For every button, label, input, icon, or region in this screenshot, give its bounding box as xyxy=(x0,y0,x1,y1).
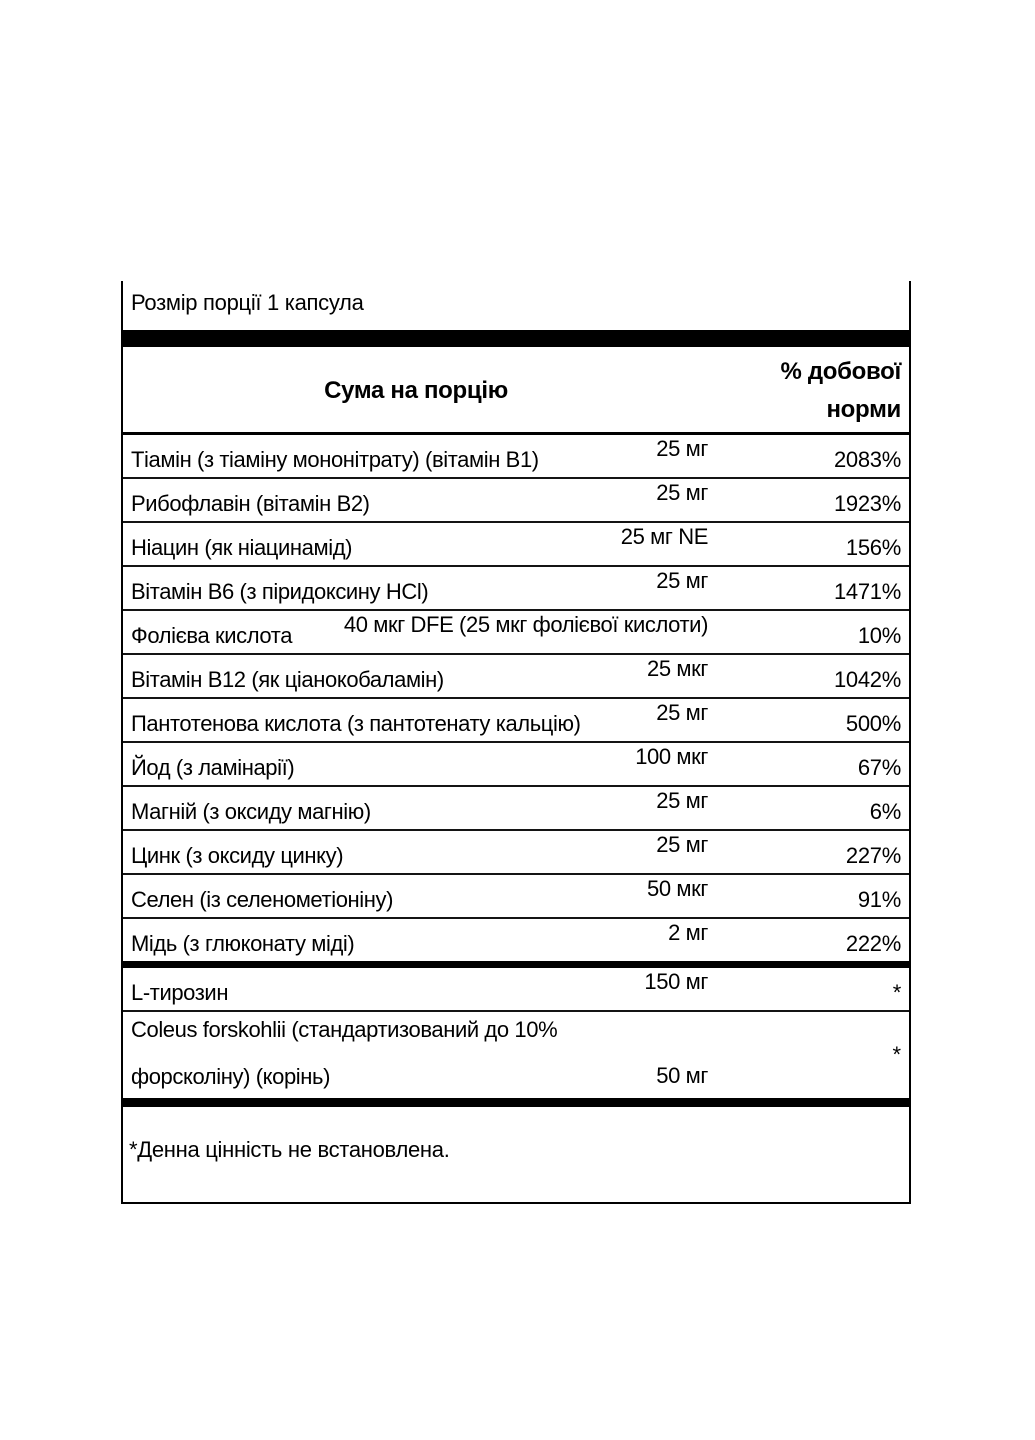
nutrient-name-line2: форсколіну) (корінь) xyxy=(131,1064,331,1089)
table-row xyxy=(123,787,909,831)
table-row xyxy=(123,479,909,523)
supplement-facts-table xyxy=(121,281,911,1204)
nutrient-name: L-тирозин xyxy=(131,980,229,1005)
nutrient-amount: 2 мг xyxy=(668,920,708,945)
nutrient-amount: 25 мг xyxy=(656,700,708,725)
nutrient-dv: 1923% xyxy=(833,491,901,516)
table-row xyxy=(123,435,909,479)
nutrient-amount: 25 мкг xyxy=(647,656,708,681)
nutrient-name-line1: Coleus forskohlii (стандартизований до 10% xyxy=(131,1017,558,1042)
nutrient-amount: 50 мкг xyxy=(647,876,708,901)
dv-header-line2: норми xyxy=(826,396,901,423)
nutrient-dv: 67% xyxy=(857,755,901,780)
nutrient-name: Йод (з ламінарії) xyxy=(131,755,295,780)
nutrient-name: Тіамін (з тіаміну мононітрату) (вітамін B1) xyxy=(131,447,539,472)
nutrient-name: Фолієва кислота xyxy=(131,623,293,648)
table-header-row xyxy=(123,347,909,435)
nutrient-amount: 40 мкг DFE (25 мкг фолієвої кислоти) xyxy=(343,612,708,637)
nutrient-amount: 25 мг NE xyxy=(620,524,708,549)
divider-bar-top xyxy=(123,330,909,347)
table-row xyxy=(123,968,909,1012)
nutrient-dv: 6% xyxy=(869,799,901,824)
table-row xyxy=(123,523,909,567)
table-row xyxy=(123,875,909,919)
serving-size-text: Розмір порції 1 капсула xyxy=(131,290,364,315)
nutrient-name: Вітамін B6 (з піридоксину HCl) xyxy=(131,579,429,604)
nutrient-amount: 100 мкг xyxy=(635,744,708,769)
nutrient-name: Вітамін B12 (як ціанокобаламін) xyxy=(131,667,444,692)
nutrient-dv: 500% xyxy=(845,711,901,736)
table-row xyxy=(123,699,909,743)
nutrient-dv: * xyxy=(892,1042,901,1067)
table-row xyxy=(123,919,909,968)
table-row xyxy=(123,831,909,875)
nutrient-amount: 25 мг xyxy=(656,480,708,505)
nutrient-name: Магній (з оксиду магнію) xyxy=(131,799,371,824)
nutrient-dv: 91% xyxy=(857,887,901,912)
table-row xyxy=(123,743,909,787)
table-row xyxy=(123,611,909,655)
nutrient-name: Мідь (з глюконату міді) xyxy=(131,931,355,956)
amount-column-header: Сума на порцію xyxy=(324,377,508,404)
nutrient-dv: 156% xyxy=(845,535,901,560)
nutrient-dv: * xyxy=(892,980,901,1005)
dv-header-line1: % добової xyxy=(780,358,901,385)
nutrient-amount: 50 мг xyxy=(656,1063,708,1088)
nutrient-dv: 1042% xyxy=(833,667,901,692)
nutrient-name: Пантотенова кислота (з пантотенату кальцію) xyxy=(131,711,581,736)
nutrient-name: Цинк (з оксиду цинку) xyxy=(131,843,344,868)
nutrient-amount: 150 мг xyxy=(644,969,708,994)
nutrient-amount: 25 мг xyxy=(656,436,708,461)
table-row xyxy=(123,1012,909,1098)
nutrient-dv: 222% xyxy=(845,931,901,956)
nutrient-name: Рибофлавін (вітамін B2) xyxy=(131,491,370,516)
nutrient-amount: 25 мг xyxy=(656,568,708,593)
nutrient-name: Селен (із селенометіоніну) xyxy=(131,887,394,912)
table-row xyxy=(123,567,909,611)
nutrient-amount: 25 мг xyxy=(656,788,708,813)
nutrient-dv: 10% xyxy=(857,623,901,648)
daily-value-footnote: *Денна цінність не встановлена. xyxy=(129,1137,450,1162)
nutrient-dv: 227% xyxy=(845,843,901,868)
nutrient-rows-group xyxy=(123,435,909,968)
divider-bar-bottom xyxy=(123,1098,909,1107)
dv-column-header xyxy=(780,353,901,429)
nutrient-dv: 1471% xyxy=(833,579,901,604)
nutrient-amount: 25 мг xyxy=(656,832,708,857)
nutrient-name: Ніацин (як ніацинамід) xyxy=(131,535,353,560)
table-row xyxy=(123,655,909,699)
nutrient-dv: 2083% xyxy=(833,447,901,472)
